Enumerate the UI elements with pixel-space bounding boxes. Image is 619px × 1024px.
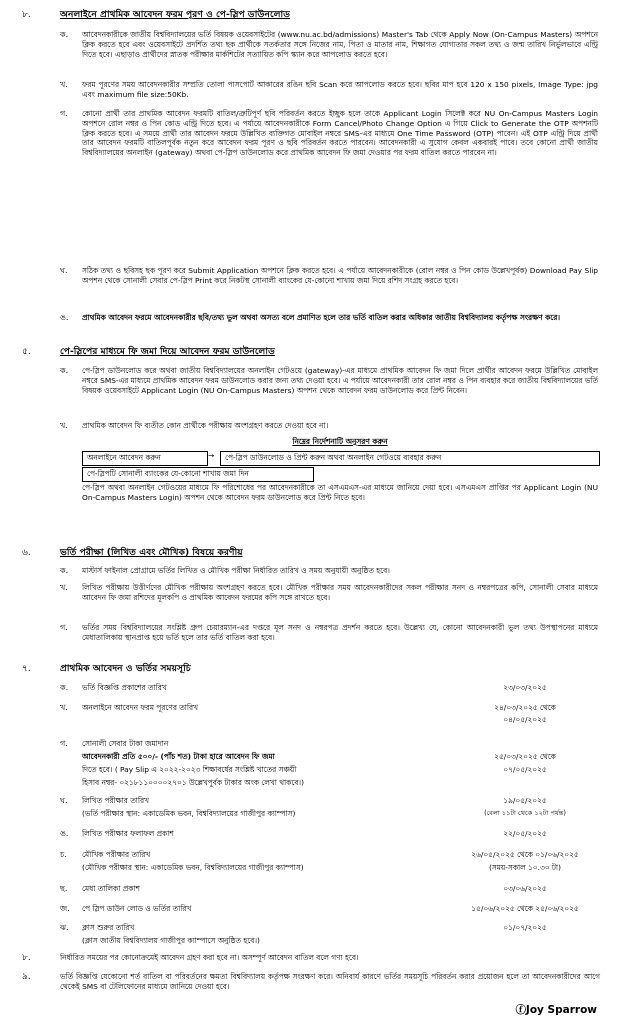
credit-watermark: ⓕJoy Sparrow: [515, 1004, 597, 1017]
schedule-label: জ.: [60, 904, 70, 913]
item-text: ফরম পূরণের সময় আবেদনকারীর সম্প্রতি তোলা পাসপোর্ট আকারের রঙিন ছবি Scan করে আপলোড করতে হবে। ছবির মাপ হবে 120 x 150 pixels, Image Type: jpg এবং maximum file size:50Kb.: [82, 80, 598, 99]
closing-text: ভর্তি বিজ্ঞপ্তি যেকোনো শর্ত বাতিল বা পরিবর্তনের ক্ষমতা বিশ্ববিদ্যালয় কর্তৃপক্ষ সংরক্ষণ করে। অনিবার্য কারণে ভর্তির সময়সূচি পরিবর্তন করার প্রয়োজন হলে তা আবেদনকারীদের আগে থেকেই SMS বা টেলিফোনের মাধ্যমে জানিয়ে দেওয়া হবে।: [60, 972, 600, 991]
schedule-date: ০৪/০৫/২০২৫: [503, 715, 547, 724]
flow-step-box: [82, 467, 314, 482]
section-title: অনলাইনে প্রাথমিক আবেদন ফরম পূরণ ও পে-স্লিপ ডাউনলোড: [60, 9, 290, 20]
schedule-text: (ক্লাস জাতীয় বিশ্ববিদ্যালয় গাজীপুর ক্যাম্পাসে অনুষ্ঠিত হবে।): [82, 936, 260, 945]
item-text: সঠিক তথ্য ও ছবিসহ ছক পূরণ করে Submit Application অপশনে ক্লিক করতে হবে। এ পর্যায়ে আবেদনকারীকে (রোল নম্বর ও পিন কোড উল্লেখপূর্বক) Download Pay Slip অপশন থেকে সোনালী সেবার পে-স্লিপ Print করে নিকটস্থ সোনালী ব্যাংকের যে-কোনো শাখায় জমা দিয়ে রশিদ সংগ্রহ করতে হবে।: [82, 266, 598, 285]
item-label: গ.: [60, 109, 68, 118]
flow-title: নিম্নের নির্দেশনাটি অনুসরণ করুন: [292, 437, 388, 446]
section-number: ৮.: [22, 10, 31, 20]
schedule-label: ক.: [60, 683, 69, 692]
section-number: ৭.: [22, 664, 31, 674]
item-text: কোনো প্রার্থী তার প্রাথমিক আবেদন ফরমটি বাতিল/ত্রুটিপূর্ণ ছবি পরিবর্তন করতে ইচ্ছুক হলে তাকে Applicant Login সিলেক্ট করে NU On-Campus Masters Login অপশনে রোল নম্বর ও পিন কোড এন্ট্রি দিতে হবে। এ পর্যায়ে আবেদনকারীকে Form Cancel/Photo Change Option এ গিয়ে Click to Generate the OTP অপশনটি ক্লিক করতে হবে। এ সময়ে প্রার্থী তার আবেদন ফরমে উল্লিখিত ব্যক্তিগত মোবাইল নম্বরে SMS-এর মাধ্যমে One Time Password (OTP) পাবেন। এই OTP এন্ট্রি দিয়ে প্রার্থী তার আবেদন ফরমটি বাতিলপূর্বক নতুন করে আবেদন ফরম পূরণ ও ছবি পরিবর্তন করতে পারবেন। আবেদনকারী এ সুযোগ কেবল একবারই পাবে। তবে কোনো প্রার্থী জাতীয় বিশ্ববিদ্যালয়ের অনলাইন (gateway) অথবা পে-স্লিপ ডাউনলোড করে প্রাথমিক আবেদন ফি জমা দেওয়ার পর ফরম বাতিল করতে পারবেন না।: [82, 109, 598, 158]
flow-step-box: [82, 451, 208, 466]
item-label: ঘ.: [60, 266, 68, 275]
item-label: খ.: [60, 80, 68, 89]
schedule-text: আবেদনকারী প্রতি ৫০০/- (পাঁচ শত) টাকা হারে আবেদন ফি জমা: [82, 752, 275, 761]
schedule-date: ২৪/০৩/২০২৫ থেকে: [494, 703, 556, 712]
schedule-date: ২৬/০৫/২০২৫ থেকে ০১/০৬/২০২৫: [471, 850, 579, 859]
item-label: ক.: [60, 366, 69, 375]
item-text: মাস্টার্স ফাইনাল প্রোগ্রামে ভর্তির লিখিত ও মৌখিক পরীক্ষা নির্ধারিত তারিখ ও সময় অনুযায়ী অনুষ্ঠিত হবে।: [82, 566, 390, 575]
schedule-date: ২৫/০৩/২০২৫ থেকে: [494, 752, 556, 761]
item-label: গ.: [60, 623, 68, 632]
item-label: ক.: [60, 566, 69, 575]
schedule-date: ০৩/০৬/২০২৫: [503, 884, 547, 893]
flow-step-download: পে-স্লিপ ডাউনলোড ও প্রিন্ট করুন অথবা অনলাইন গেটওয়ে ব্যবহার করুন: [225, 453, 442, 462]
item-text: প্রাথমিক আবেদন ফি ব্যতীত কোন প্রার্থীকে পরীক্ষায় অংশগ্রহণ করতে দেওয়া হবে না।: [82, 421, 329, 430]
item-label: খ.: [60, 421, 68, 430]
schedule-label: চ.: [60, 850, 67, 859]
flow-text: পে-স্লিপ অথবা অনলাইন গেটওয়ের মাধ্যমে ফি পরিশোধের পর আবেদনকারীকে তা এসএমএস-এর মাধ্যমে জানিয়ে দেয়া হবে। এসএমএস প্রাপ্তির পর Applicant Login (NU On-Campus Masters Login) অপশন থেকে আবেদন ফরম ডাউনলোড করে প্রিন্ট নিতে হবে।: [82, 483, 598, 502]
item-text: আবেদনকারীকে জাতীয় বিশ্ববিদ্যালয়ের ভর্তি বিষয়ক ওয়েবসাইটের (www.nu.ac.bd/admissions) Master's Tab থেকে Apply Now (On-Campus Masters) অপশনে ক্লিক করতে হবে এবং ওয়েবসাইটে প্রদর্শিত তথ্য ছক প্রার্থীকে সতর্কতার সঙ্গে নিজের নাম, পিতা ও মাতার নাম, শিক্ষাগত যোগ্যতার সকল তথ্য ও জন্ম তারিখ নির্ভুলভাবে এন্ট্রি দিতে হবে। এছাড়াও প্রার্থীদের স্নাতক পরীক্ষার মার্কশিটের সত্যায়িত কপি স্ক্যান করে আপলোড করতে হবে।: [82, 30, 598, 59]
schedule-text: (ভর্তি পরীক্ষার স্থান: একাডেমিক ভবন, বিশ্ববিদ্যালয়ের গাজীপুর ক্যাম্পাস): [82, 809, 296, 818]
schedule-text: মৌখিক পরীক্ষার তারিখ: [82, 850, 151, 859]
schedule-label: ঙ.: [60, 829, 69, 838]
schedule-text: (মৌখিক পরীক্ষার স্থান: একাডেমিক ভবন, বিশ্ববিদ্যালয়ের গাজীপুর ক্যাম্পাস): [82, 863, 304, 872]
item-text: প্রাথমিক আবেদন ফরমে আবেদনকারীর ছবি/তথ্য ভুল অথবা অসত্য বলে প্রমাণিত হলে তার ভর্তি বাতিল করার অধিকার জাতীয় বিশ্ববিদ্যালয় কর্তৃপক্ষ সংরক্ষণ করে।: [82, 313, 560, 322]
item-text: লিখিত পরীক্ষায় উত্তীর্ণদের মৌখিক পরীক্ষায় অংশগ্রহণ করতে হবে। মৌখিক পরীক্ষার সময় আবেদনকারীদের সকল পরীক্ষার সনদ ও নম্বরপত্রের কপি, সোনালী সেবার মাধ্যমে আবেদন ফি জমা রশিদের মূলকপি ও প্রাথমিক আবেদন ফরমের কপি সঙ্গে রাখতে হবে।: [82, 583, 598, 602]
item-label: ক.: [60, 30, 69, 39]
schedule-label: খ.: [60, 703, 68, 712]
schedule-date: (সময়-সকাল ১০.৩০ টা): [489, 863, 561, 872]
schedule-text: হিসাব নম্বর- ০২১৮১১০০০০২৭০১ উল্লেখপূর্বক টাকার অংক লেখা থাকবে।): [82, 778, 304, 787]
schedule-text: অনলাইনে আবেদন ফরম পূরণের তারিখ: [82, 703, 198, 712]
section-title: ভর্তি পরীক্ষা (লিখিত এবং মৌখিক) বিষয়ে করণীয়: [60, 547, 243, 558]
schedule-label: ছ.: [60, 884, 68, 893]
flow-step-box: [220, 451, 600, 466]
section-number: ৮.: [22, 953, 31, 963]
schedule-date: (বেলা ১১টা থেকে ১২টা পর্যন্ত): [484, 809, 566, 817]
schedule-text: ভর্তি বিজ্ঞপ্তি প্রকাশের তারিখ: [82, 683, 167, 692]
closing-text: নির্ধারিত সময়ের পর কোনোক্রমেই আবেদন গ্রহণ করা হবে না। অসম্পূর্ণ আবেদন বাতিল বলে গণ্য হবে।: [60, 953, 359, 962]
schedule-text: সোনালী সেবার টাকা জমাদান: [82, 739, 169, 748]
section-number: ৫.: [22, 347, 31, 357]
section-number: ৬.: [22, 548, 31, 558]
schedule-text: লিখিত পরীক্ষার ফলাফল প্রকাশ: [82, 829, 174, 838]
schedule-label: ঘ.: [60, 796, 68, 805]
schedule-date: ০৭/০৫/২০২৫: [503, 765, 547, 774]
item-label: খ.: [60, 583, 68, 592]
item-text: পে-স্লিপ ডাউনলোড করে অথবা জাতীয় বিশ্ববিদ্যালয়ের অনলাইন গেটওয়ে (gateway)-এর মাধ্যমে প্রাথমিক আবেদন ফি জমা দিলে প্রার্থীর আবেদন ফরমে উল্লিখিত মোবাইল নম্বরে SMS-এর মাধ্যমে প্রাথমিক আবেদন ফরম ডাউনলোড করার জন্য তথ্য দেওয়া হবে। এ পর্যায়ে আবেদনকারী তার রোল নম্বর ও পিন ব্যবহার করে জাতীয় বিশ্ববিদ্যালয়ের ভর্তি বিষয়ক ওয়েবসাইটে Applicant Login (NU On-Campus Masters) অপশন থেকে আবেদন ফরম ডাউনলোড করে প্রিন্ট নিবেন।: [82, 366, 598, 395]
flow-step-deposit: পে-স্লিপটি সোনালী ব্যাংকের যে-কোনো শাখায় জমা দিন: [87, 469, 249, 478]
schedule-text: পে স্লিপ ডাউন লোড ও ভর্তির তারিখ: [82, 904, 192, 913]
section-title: পে-স্লিপের মাধ্যমে ফি জমা দিয়ে আবেদন ফরম ডাউনলোড: [60, 346, 275, 357]
section-title: প্রাথমিক আবেদন ও ভর্তির সময়সূচি: [60, 663, 191, 674]
arrow-icon: →: [208, 451, 215, 460]
schedule-text: ক্লাস শুরুর তারিখ: [82, 923, 135, 932]
schedule-date: ২২/০৫/২০২৫: [503, 829, 547, 838]
section-number: ৯.: [22, 972, 31, 982]
schedule-date: ০১/০৭/২০২৫: [503, 923, 547, 932]
schedule-date: ২৩/০৩/২০২৫: [503, 683, 547, 692]
schedule-label: গ.: [60, 739, 68, 748]
schedule-date: ১৯/০৫/২০২৫: [503, 796, 547, 805]
item-label: ঙ.: [60, 313, 69, 322]
schedule-text: মেধা তালিকা প্রকাশ: [82, 884, 140, 893]
flow-step-apply: অনলাইনে আবেদন করুন: [87, 453, 161, 462]
item-text: ভর্তির সময় বিশ্ববিদ্যালয়ের সংশ্লিষ্ট গ্রুপ চেয়ারম্যান-এর দপ্তরে মূল সনদ ও নম্বরপত্র প্রদর্শন করতে হবে। উল্লেখ্য যে, কোনো আবেদনকারী ভুল তথ্য উপস্থাপনের মাধ্যমে মেধাতালিকায় স্থানপ্রাপ্ত হয়ে ভর্তি হলে তার ভর্তি বাতিল করা হবে।: [82, 623, 598, 642]
schedule-label: ঝ.: [60, 923, 69, 932]
schedule-date: ১৫/০৬/২০২৫ থেকে ২৫/০৬/২০২৫: [471, 904, 579, 913]
schedule-text: লিখিত পরীক্ষার তারিখ: [82, 796, 149, 805]
schedule-text: দিতে হবে। ( Pay Slip এ ২০২২-২০২৩ শিক্ষাবর্ষের সংশ্লিষ্ট খাতের সঞ্চয়ী: [82, 765, 297, 774]
